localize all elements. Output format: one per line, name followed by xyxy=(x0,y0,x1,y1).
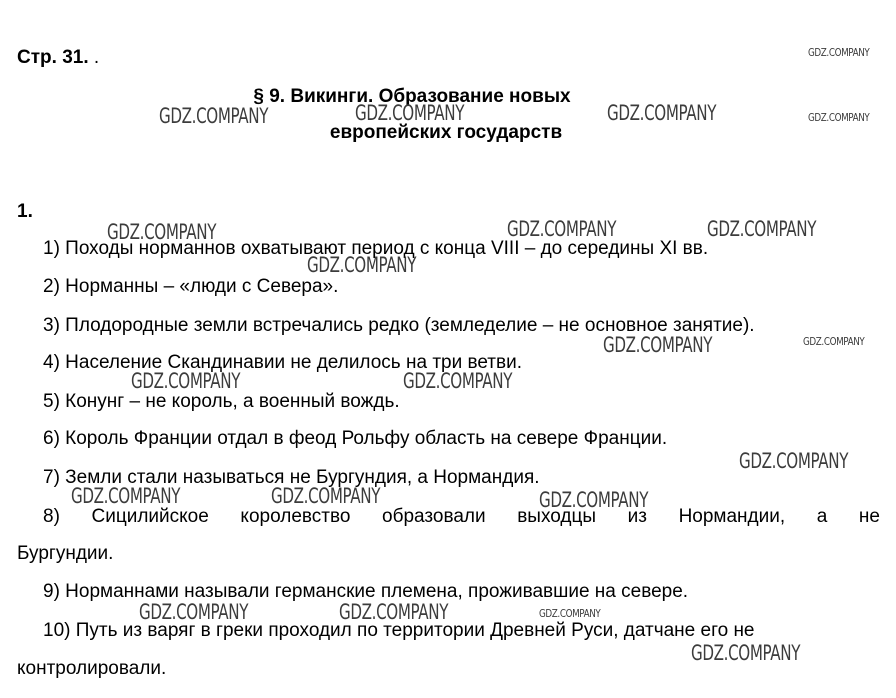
watermark: GDZ.COMPANY xyxy=(507,217,617,241)
answer-item-8-continuation: Бургундии. xyxy=(17,543,114,564)
watermark: GDZ.COMPANY xyxy=(139,600,249,624)
answer-item-6: 6) Король Франции отдал в феод Рольфу область на севере Франции. xyxy=(43,428,668,449)
answer-item-5: 5) Конунг – не король, а военный вождь. xyxy=(43,391,400,412)
answer-item-2: 2) Норманны – «люди с Севера». xyxy=(43,276,339,297)
task-number: 1. xyxy=(17,201,33,222)
watermark: GDZ.COMPANY xyxy=(803,335,865,348)
answer-item-10: 10) Путь из варяг в греки проходил по территории Древней Руси, датчане его не xyxy=(43,620,755,641)
answer-item-8: 8) Сицилийское королевство образовали выходцы из Нормандии, а не xyxy=(43,506,880,527)
watermark: GDZ.COMPANY xyxy=(339,600,449,624)
answer-item-10-continuation: контролировали. xyxy=(17,658,167,679)
watermark: GDZ.COMPANY xyxy=(691,641,801,665)
section-title-line-2: европейских государств xyxy=(329,122,563,143)
watermark: GDZ.COMPANY xyxy=(71,484,181,508)
watermark: GDZ.COMPANY xyxy=(131,369,241,393)
watermark: GDZ.COMPANY xyxy=(808,46,870,59)
watermark: GDZ.COMPANY xyxy=(739,449,849,473)
watermark: GDZ.COMPANY xyxy=(159,104,269,128)
answer-item-9: 9) Норманнами называли германские племена, проживавшие на севере. xyxy=(43,581,689,602)
watermark: GDZ.COMPANY xyxy=(603,333,713,357)
watermark: GDZ.COMPANY xyxy=(307,253,417,277)
answer-item-3: 3) Плодородные земли встречались редко (земледелие – не основное занятие). xyxy=(43,315,755,336)
watermark: GDZ.COMPANY xyxy=(271,484,381,508)
section-title-line-1: § 9. Викинги. Образование новых xyxy=(253,86,571,107)
watermark: GDZ.COMPANY xyxy=(808,111,870,124)
page-reference-label: Стр. 31. xyxy=(17,47,89,68)
watermark: GDZ.COMPANY xyxy=(707,217,817,241)
watermark: GDZ.COMPANY xyxy=(403,369,513,393)
page-reference xyxy=(17,47,99,69)
answer-item-4: 4) Население Скандинавии не делилось на три ветви. xyxy=(43,352,522,373)
watermark: GDZ.COMPANY xyxy=(107,220,217,244)
watermark: GDZ.COMPANY xyxy=(355,101,465,125)
answer-item-1: 1) Походы норманнов охватывают период с конца VIII – до середины XI вв. xyxy=(43,238,709,259)
answer-item-7: 7) Земли стали называться не Бургундия, а Нормандия. xyxy=(43,467,540,488)
page-reference-dot: . xyxy=(88,47,100,68)
watermark: GDZ.COMPANY xyxy=(539,607,601,620)
watermark: GDZ.COMPANY xyxy=(607,101,717,125)
watermark: GDZ.COMPANY xyxy=(539,488,649,512)
